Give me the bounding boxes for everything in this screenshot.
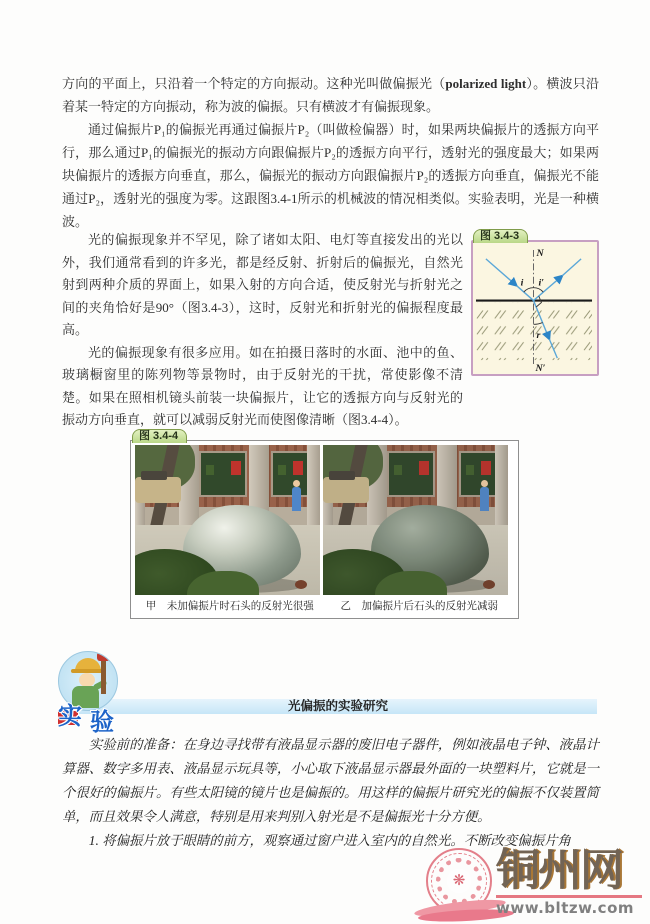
reflected-ray-tail (562, 259, 581, 276)
machine (323, 477, 369, 503)
experiment-title: 光偏振的实验研究 (287, 699, 388, 713)
experiment-badge (56, 649, 126, 736)
paragraph-polarization-common: 光的偏振现象并不罕见，除了诸如太阳、电灯等直接发出的光以外，我们通常看到的许多光，都是经反射、折射后的偏振光，自然光射到两种介质的界面上，如果入射的方向合适，使反射光与折射光之间的夹角恰好是90°（图3.4-3），这时，反射光和折射光的偏振程度最高。 (62, 232, 463, 337)
label-refracted-angle: r (536, 330, 541, 342)
machine (135, 477, 181, 503)
figure-3-4-3 (471, 229, 599, 432)
badge-char-yan: 验 (90, 709, 114, 736)
paragraph-polarizer-analyzer: 通过偏振片P₁的偏振光再通过偏振片P₂（叫做检偏器）时，如果两块偏振片的透振方向平行，那么通过P₁的偏振光的振动方向跟偏振片P₂的透振方向平行，透射光的强度最大；如果两块偏振片的透振方向垂直，那么，偏振光的振动方向跟偏振片P₂的透振方向垂直，偏振光不能通过P₂，透射光的强度为零。这跟图3.4-1所示的机械波的情况相类似。实验表明，光是一种横波。 (62, 122, 599, 229)
site-watermark (420, 848, 646, 918)
small-stone (483, 580, 495, 589)
wall-opening (271, 451, 309, 497)
experiment-mascot-icon (58, 651, 118, 711)
figure-3-4-3-tab: 图 3.4-3 (473, 229, 528, 243)
label-incident-angle: i (520, 277, 524, 289)
incident-ray (486, 259, 517, 286)
figure-3-4-4-tab: 图 3.4-4 (132, 429, 187, 443)
caption-left: 甲 未加偏振片时石头的反射光很强 (145, 601, 314, 612)
small-stone (295, 580, 307, 589)
seal-flower-icon: ❋ (447, 869, 471, 893)
reflection-refraction-diagram (474, 243, 594, 373)
photo-with-polarizer (323, 445, 508, 595)
figure-3-4-4 (130, 429, 519, 619)
paragraph-continuation (62, 72, 599, 118)
experiment-preparation-body: 在身边寻找带有液晶显示器的废旧电子器件，例如液晶电子钟、液晶计算器、数字多用表、液晶显示玩具等，小心取下液晶显示器最外面的一块塑料片，它就是一个很好的偏振片。有些太阳镜的镜片也是偏振的。用这样的偏振片研究光的偏振不仅装置简单，而且效果令人满意，特别是用来判别入射光是不是偏振光十分方便。 (62, 737, 600, 824)
experiment-preparation-paragraph (62, 733, 599, 829)
wall-opening (199, 451, 247, 497)
pillar (495, 445, 508, 525)
badge-char-shi: 实 (58, 703, 82, 730)
watermark-url: www.bltzw.com (496, 895, 642, 917)
figure-3-4-3-box (471, 240, 599, 376)
label-normal-bottom: N′ (535, 362, 546, 373)
experiment-step-1: 1. 将偏振片放于眼睛的前方，观察通过窗户进入室内的自然光。不断改变偏振片角 (88, 833, 571, 848)
photo-pair (135, 445, 514, 595)
p1-text-after: ）。横波只沿着某一特定的方向振动，称为波的偏振。只有横波才有偏振现象。 (62, 76, 599, 114)
watermark-name: 铜州网 (496, 846, 622, 895)
person-blue-shirt (480, 487, 489, 511)
figure-3-4-4-box (130, 440, 519, 619)
body-text-top (62, 72, 599, 233)
p1-text: 方向的平面上，只沿着一个特定的方向振动。这种光叫做偏振光（ (62, 76, 446, 91)
mascot-tool (101, 658, 106, 694)
experiment-text (62, 733, 599, 853)
watermark-text (496, 848, 642, 917)
wall-opening (459, 451, 497, 497)
photo-without-polarizer (135, 445, 320, 595)
label-normal-top: N (536, 247, 544, 259)
caption-right: 乙 加偏振片后石头的反射光减弱 (340, 601, 498, 612)
text-with-figure-row (62, 229, 599, 432)
paragraph-polarization-applications: 光的偏振现象有很多应用。如在拍摄日落时的水面、池中的鱼、玻璃橱窗里的陈列物等景物时，由于反射光的干扰，常使影像不清楚。如果在照相机镜头前装一块偏振片，让它的透振方向与反射光的振动方向垂直，就可以减弱反射光而使图像清晰（图3.4-4）。 (62, 344, 463, 427)
experiment-preparation-lead: 实验前的准备： (88, 737, 183, 752)
label-reflected-angle: i′ (538, 277, 545, 289)
p1-english-term: polarized light (445, 76, 527, 91)
pillar (307, 445, 320, 525)
wall-opening (387, 451, 435, 497)
incident-angle-arc (524, 288, 534, 292)
experiment-title-bar (79, 699, 597, 714)
mascot-tool-head (97, 652, 110, 661)
body-text-narrow (62, 229, 463, 432)
person-blue-shirt (292, 487, 301, 511)
figure-captions (135, 599, 514, 614)
